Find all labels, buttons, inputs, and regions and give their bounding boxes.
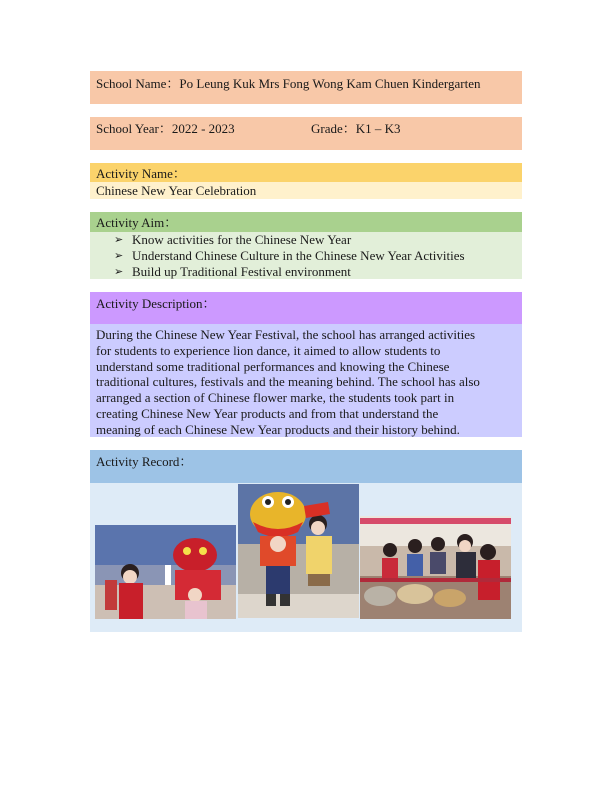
activity-description-label: Activity Description： xyxy=(96,296,216,311)
description-line: traditional cultures, festivals and the meaning behind. The school has also xyxy=(96,374,480,390)
school-year-value: 2022 - 2023 xyxy=(171,121,235,136)
activity-aim-label: Activity Aim： xyxy=(96,215,178,230)
activity-description-header xyxy=(90,292,522,324)
activity-name-body xyxy=(90,182,522,199)
school-name-value: Po Leung Kuk Mrs Fong Wong Kam Chuen Kindergarten xyxy=(179,76,481,91)
school-name-label: School Name： xyxy=(96,76,180,91)
school-year-row xyxy=(90,117,522,150)
flower-market-photo xyxy=(360,516,511,619)
activity-name-value: Chinese New Year Celebration xyxy=(96,183,257,198)
activity-aim-body xyxy=(90,232,522,279)
arrow-bullet-icon: ➢ xyxy=(114,249,124,262)
list-item: ➢ Know activities for the Chinese New Year xyxy=(114,232,352,247)
school-name-row xyxy=(90,71,522,104)
activity-record-body xyxy=(90,483,522,632)
lion-dance-photo-2 xyxy=(238,484,359,618)
description-line: for students to experience lion dance, it aimed to allow students to xyxy=(96,342,441,358)
activity-name-header xyxy=(90,163,522,182)
description-line: arranged a section of Chinese flower marke, the students took part in xyxy=(96,390,455,406)
arrow-bullet-icon: ➢ xyxy=(114,265,124,278)
grade-group xyxy=(311,121,401,137)
lion-dance-photo-1 xyxy=(95,525,236,619)
arrow-bullet-icon: ➢ xyxy=(114,233,124,246)
activity-aim-list xyxy=(90,232,522,280)
description-line: meaning of each Chinese New Year products and their history behind. xyxy=(96,421,460,437)
description-line: During the Chinese New Year Festival, the school has arranged activities xyxy=(96,327,476,342)
description-line: creating Chinese New Year products and from that understand the xyxy=(96,405,439,421)
list-item: ➢ Understand Chinese Culture in the Chinese New Year Activities xyxy=(114,248,465,263)
activity-aim-header xyxy=(90,212,522,232)
list-item: ➢ Build up Traditional Festival environment xyxy=(114,264,351,279)
grade-value: K1 – K3 xyxy=(355,121,401,136)
grade-label: Grade： xyxy=(311,121,356,136)
activity-name-label: Activity Name： xyxy=(96,166,186,181)
school-year-label: School Year： xyxy=(96,121,172,136)
description-line: understand some traditional performances and knowing the Chinese xyxy=(96,358,450,374)
activity-record-label: Activity Record： xyxy=(96,454,193,469)
activity-record-header xyxy=(90,450,522,483)
activity-description-body xyxy=(90,324,522,437)
